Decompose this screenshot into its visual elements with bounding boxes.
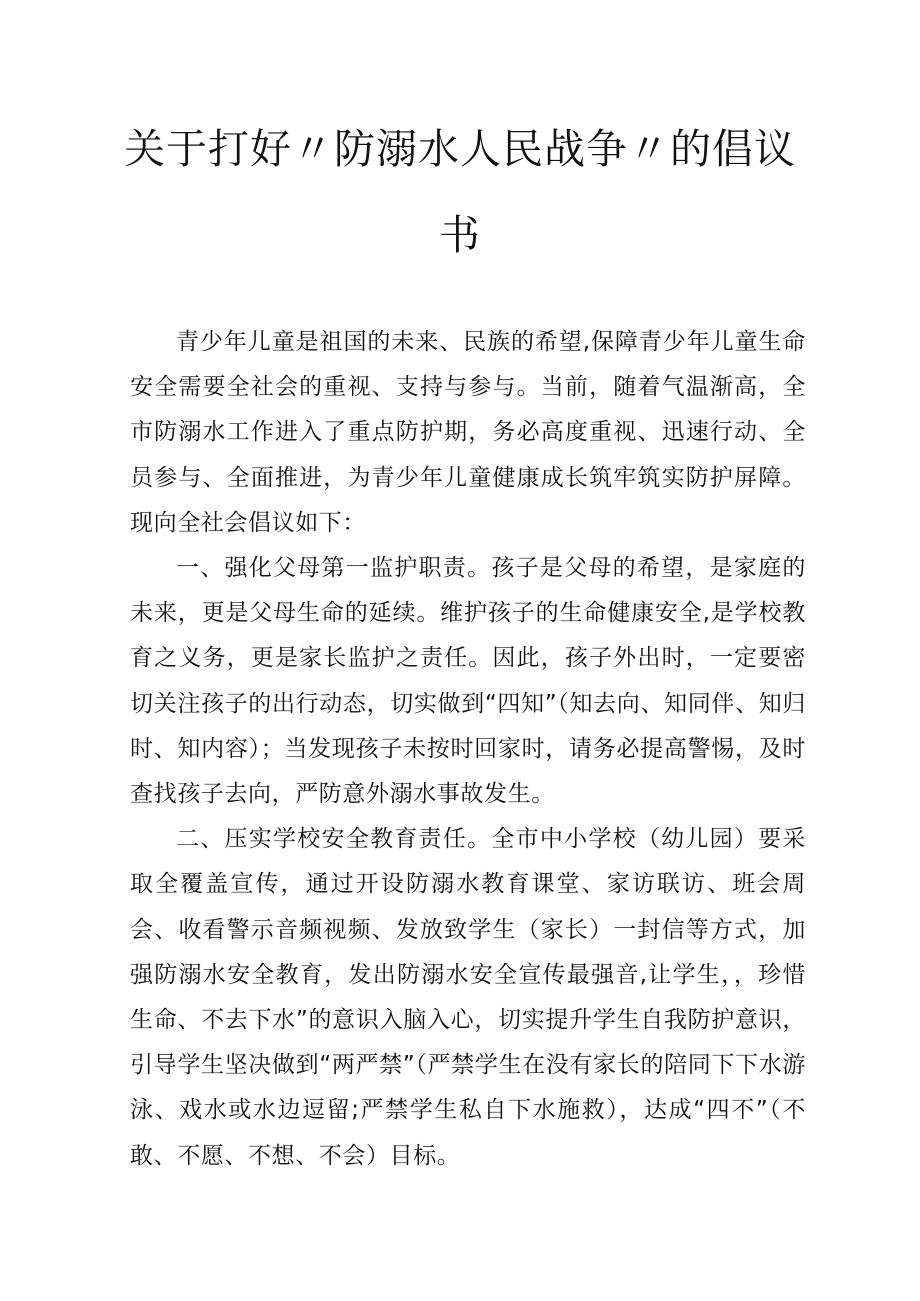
- document-body: [130, 320, 806, 1179]
- paragraph-parent-duty: 一、强化父母第一监护职责。孩子是父母的希望，是家庭的未来，更是父母生命的延续。维护孩子的生命健康安全,是学校教育之义务，更是家长监护之责任。因此，孩子外出时，一定要密切关注孩子的出行动态，切实做到“四知”（知去向、知同伴、知归时、知内容）；当发现孩子未按时回家时，请务必提高警惕，及时查找孩子去向，严防意外溺水事故发生。: [130, 555, 806, 808]
- document-title-line-1: 关于打好〃防溺水人民战争〃的倡议: [124, 125, 796, 173]
- document-title-line-2: 书: [439, 211, 481, 259]
- paragraph-school-duty: 二、压实学校安全教育责任。全市中小学校（幼儿园）要采取全覆盖宣传，通过开设防溺水教育课堂、家访联访、班会周会、收看警示音频视频、发放致学生（家长）一封信等方式，加强防溺水安全教育，发出防溺水安全宣传最强音,让学生，，珍惜生命、不去下水”的意识入脑入心，切实提升学生自我防护意识，引导学生坚决做到“两严禁”（严禁学生在没有家长的陪同下下水游泳、戏水或水边逗留;严禁学生私自下水施救），达成“四不”（不敢、不愿、不想、不会）目标。: [130, 826, 806, 1169]
- paragraph-intro: 青少年儿童是祖国的未来、民族的希望,保障青少年儿童生命安全需要全社会的重视、支持与参与。当前，随着气温渐高，全市防溺水工作进入了重点防护期，务必高度重视、迅速行动、全员参与、全面推进，为青少年儿童健康成长筑牢筑实防护屏障。现向全社会倡议如下：: [130, 329, 806, 536]
